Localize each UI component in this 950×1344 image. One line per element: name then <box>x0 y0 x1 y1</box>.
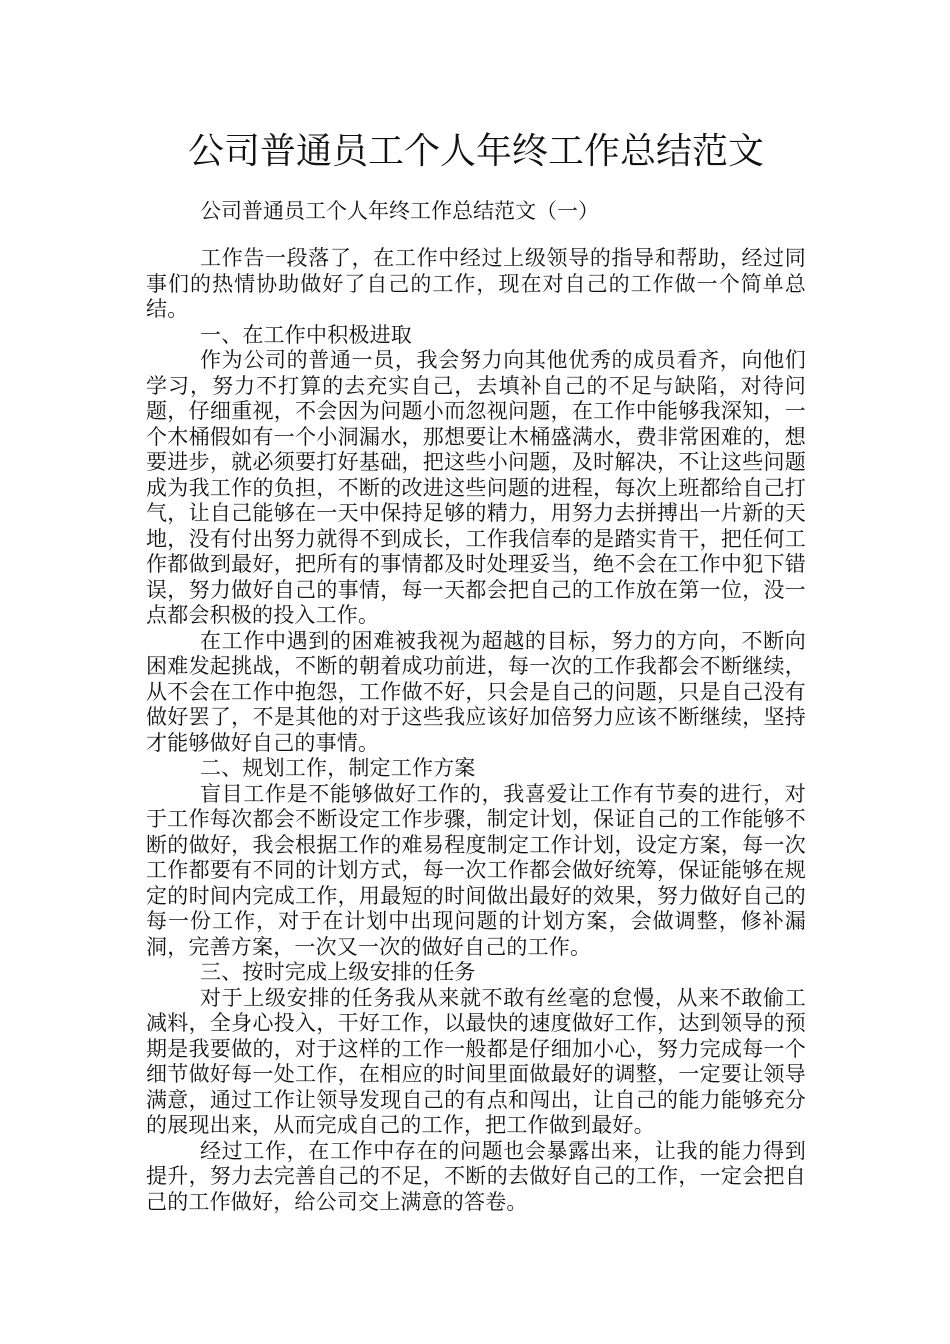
document-body <box>146 246 806 1215</box>
paragraph-section-1a: 作为公司的普通一员，我会努力向其他优秀的成员看齐，向他们学习，努力不打算的去充实自己，去填补自己的不足与缺陷，对待问题，仔细重视，不会因为问题小而忽视问题，在工作中能够我深知，一个木桶假如有一个小洞漏水，那想要让木桶盛满水，费非常困难的，想要进步，就必须要打好基础，把这些小问题，及时解决，不让这些问题成为我工作的负担，不断的改进这些问题的进程，每次上班都给自己打气，让自己能够在一天中保持足够的精力，用努力去拼搏出一片新的天地，没有付出努力就得不到成长，工作我信奉的是踏实肯干，把任何工作都做到最好，把所有的事情都及时处理妥当，绝不会在工作中犯下错误，努力做好自己的事情，每一天都会把自己的工作放在第一位，没一点都会积极的投入工作。 <box>146 348 806 627</box>
paragraph-intro: 工作告一段落了，在工作中经过上级领导的指导和帮助，经过同事们的热情协助做好了自己的工作，现在对自己的工作做一个简单总结。 <box>146 246 806 321</box>
paragraph-section-3: 对于上级安排的任务我从来就不敢有丝毫的怠慢，从来不敢偷工减料，全身心投入，干好工作，以最快的速度做好工作，达到领导的预期是我要做的，对于这样的工作一般都是仔细加小心，努力完成每一个细节做好每一处工作，在相应的时间里面做最好的调整，一定要让领导满意，通过工作让领导发现自己的有点和闯出，让自己的能力能够充分的展现出来，从而完成自己的工作，把工作做到最好。 <box>146 985 806 1137</box>
paragraph-section-2: 盲目工作是不能够做好工作的，我喜爱让工作有节奏的进行，对于工作每次都会不断设定工作步骤，制定计划，保证自己的工作能够不断的做好，我会根据工作的难易程度制定工作计划，设定方案，每一次工作都要有不同的计划方式，每一次工作都会做好统筹，保证能够在规定的时间内完成工作，用最短的时间做出最好的效果，努力做好自己的每一份工作，对于在计划中出现问题的计划方案，会做调整，修补漏洞，完善方案，一次又一次的做好自己的工作。 <box>146 781 806 959</box>
paragraph-conclusion: 经过工作，在工作中存在的问题也会暴露出来，让我的能力得到提升，努力去完善自己的不足，不断的去做好自己的工作，一定会把自己的工作做好，给公司交上满意的答卷。 <box>146 1138 806 1214</box>
section-heading-1: 一、在工作中积极进取 <box>200 322 412 347</box>
section-heading-3: 三、按时完成上级安排的任务 <box>200 960 476 984</box>
document-title: 公司普通员工个人年终工作总结范文 <box>187 131 764 172</box>
paragraph-section-1b: 在工作中遇到的困难被我视为超越的目标，努力的方向，不断向困难发起挑战，不断的朝着成功前进，每一次的工作我都会不断继续，从不会在工作中抱怨，工作做不好，只会是自己的问题，只是自己没有做好罢了，不是其他的对于这些我应该好加倍努力应该不断继续，坚持才能够做好自己的事情。 <box>146 628 806 755</box>
section-heading-2: 二、规划工作，制定工作方案 <box>200 756 476 780</box>
document-subtitle: 公司普通员工个人年终工作总结范文（一） <box>200 199 599 223</box>
